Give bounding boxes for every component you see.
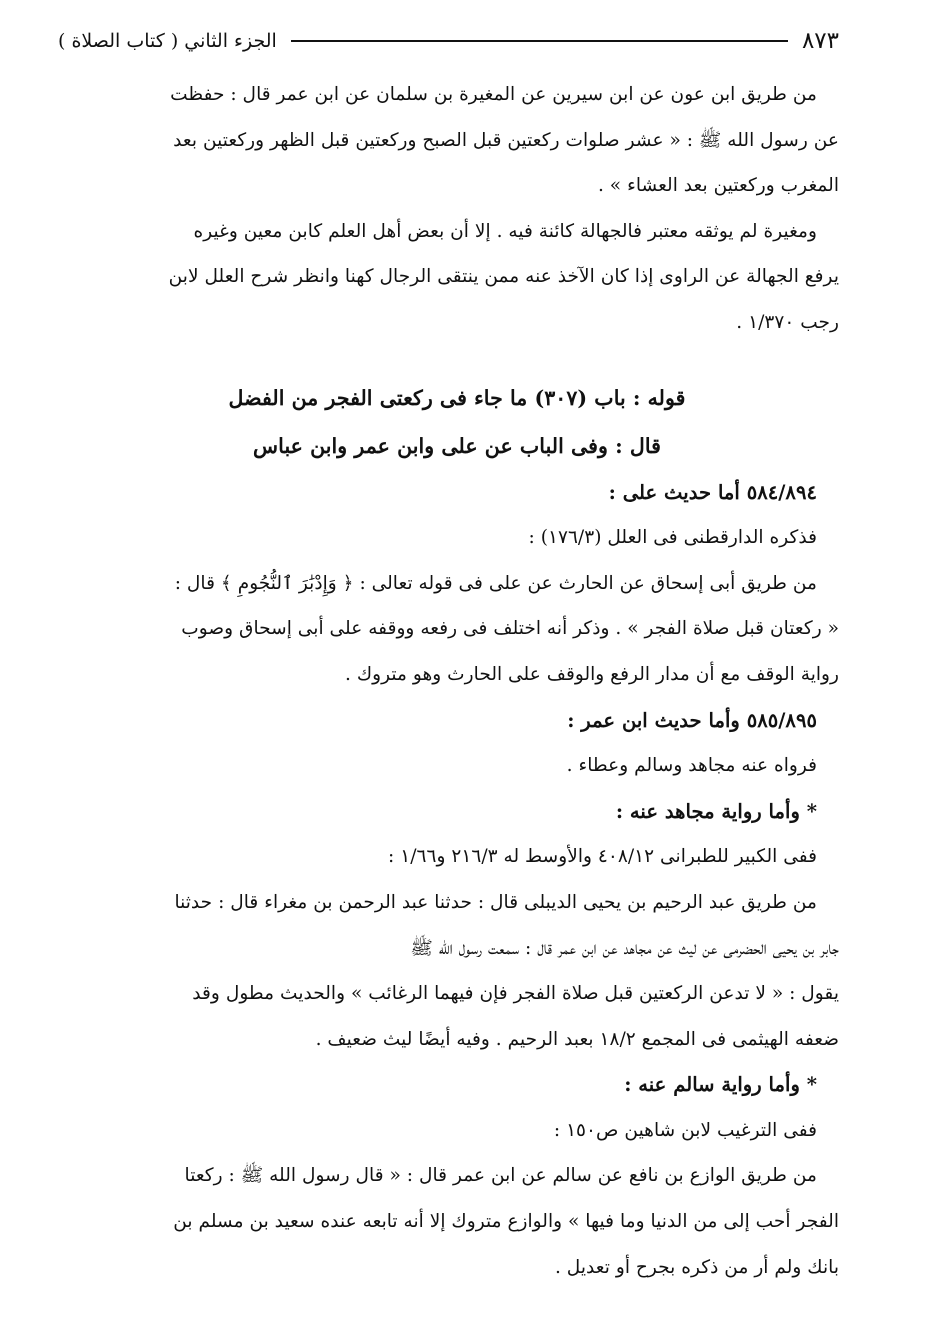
text-line: بانك ولم أر من ذكره بجرح أو تعديل .: [554, 1256, 839, 1278]
text-line: الفجر أحب إلى من الدنيا وما فيها » والوازع متروك إلا أنه تابعه عنده سعيد بن مسلم بن: [173, 1211, 839, 1233]
hadith-heading: ٥٨٤/٨٩٤ أما حديث على :: [608, 480, 817, 504]
narration-heading: * وأما رواية سالم عنه :: [624, 1073, 817, 1097]
text-line: ففى الترغيب لابن شاهين ص١٥٠ :: [553, 1119, 817, 1141]
text-line: يرفع الجهالة عن الراوى إذا كان الآخذ عنه ممن ينتقى الرجال كهنا وانظر شرح العلل لابن: [168, 266, 839, 288]
narration-heading: * وأما رواية مجاهد عنه :: [615, 799, 817, 823]
text-line: جابر بن يحيى الحضرمى عن ليث عن مجاهد عن ابن عمر قال : سمعت رسول الله ﷺ: [410, 937, 839, 959]
text-line: يقول : « لا تدعن الركعتين قبل صلاة الفجر فإن فيهما الرغائب » والحديث مطول وقد: [192, 983, 839, 1005]
text-line: عن رسول الله ﷺ : « عشر صلوات ركعتين قبل الصبح وركعتين قبل الظهر وركعتين بعد: [173, 129, 839, 151]
text-line: من طريق عبد الرحيم بن يحيى الديبلى قال : حدثنا عبد الرحمن بن مغراء قال : حدثنا: [174, 891, 817, 913]
text-line: فرواه عنه مجاهد وسالم وعطاء .: [566, 755, 817, 777]
text-line: من طريق أبى إسحاق عن الحارث عن على فى قوله تعالى : ﴿ وَإِدْبَٰرَ ٱلنُّجُومِ ﴾ قال :: [174, 572, 817, 594]
text-line: ضعفه الهيثمى فى المجمع ١٨/٢ بعبد الرحيم . وفيه أيضًا ليث ضعيف .: [315, 1028, 839, 1050]
text-line: من طريق الوازع بن نافع عن سالم عن ابن عمر قال : « قال رسول الله ﷺ : ركعتا: [184, 1165, 817, 1187]
running-header: [58, 26, 839, 56]
text-line: ومغيرة لم يوثقه معتبر فالجهالة كائنة فيه . إلا أن بعض أهل العلم كابن معين وغيره: [193, 220, 817, 242]
header-title: الجزء الثاني ( كتاب الصلاة ): [58, 30, 277, 52]
header-rule: [291, 40, 788, 42]
page-number: ٨٧٣: [801, 28, 839, 54]
chapter-heading: قوله : باب (٣٠٧) ما جاء فى ركعتى الفجر من الفضل: [228, 385, 686, 410]
text-line: « ركعتان قبل صلاة الفجر » . وذكر أنه اختلف فى رفعه ووقفه على أبى إسحاق وصوب: [181, 618, 839, 640]
text-line: من طريق ابن عون عن ابن سيرين عن المغيرة بن سلمان عن ابن عمر قال : حفظت: [170, 84, 817, 105]
text-line: رواية الوقف مع أن مدار الرفع والوقف على الحارث وهو متروك .: [345, 663, 839, 685]
text-line: ففى الكبير للطبرانى ٤٠٨/١٢ والأوسط له ٢١٦/٣ و١/٦٦ :: [388, 846, 817, 868]
text-line: فذكره الدارقطنى فى العلل (١٧٦/٣) :: [528, 527, 817, 549]
chapter-subheading: قال : وفى الباب عن على وابن عمر وابن عباس: [253, 433, 661, 458]
hadith-heading: ٥٨٥/٨٩٥ وأما حديث ابن عمر :: [567, 708, 817, 732]
page-body: [75, 72, 839, 1290]
text-line: المغرب وركعتين بعد العشاء » .: [597, 175, 839, 197]
section-gap: [75, 346, 839, 374]
text-line: رجب ١/٣٧٠ .: [736, 311, 839, 333]
